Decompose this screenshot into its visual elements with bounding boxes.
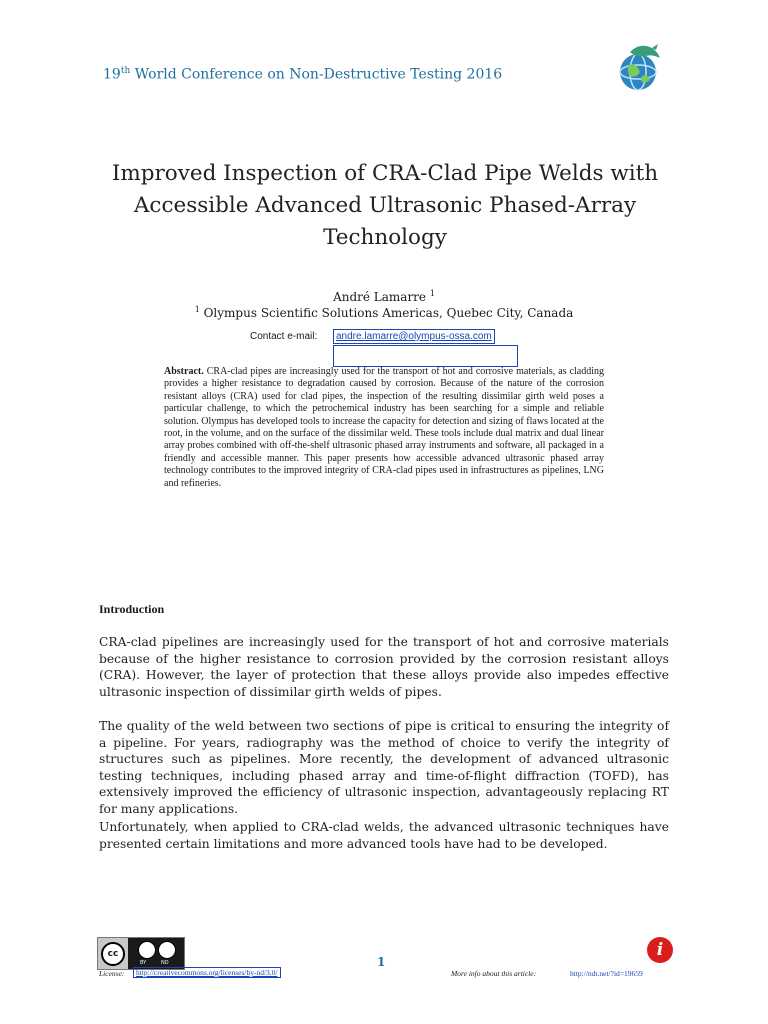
body-paragraph: CRA-clad pipelines are increasingly used for the transport of hot and corrosive materials because of the higher resistance to corrosion provided by the corrosion resistant alloys (CRA). However, the layer of protection that these alloys provide also impedes effective ultrasonic inspection of dissimilar girth welds of pipes.	[99, 635, 669, 699]
affiliation-line	[0, 305, 768, 320]
paper-title	[80, 158, 690, 254]
conference-header	[103, 66, 502, 83]
cc-icon: cc	[101, 942, 125, 966]
conference-name: World Conference on Non-Destructive Testing 2016	[130, 66, 503, 83]
abstract-label: Abstract.	[164, 366, 204, 377]
cc-nd-label: ND	[161, 960, 169, 966]
body-paragraph: The quality of the weld between two sections of pipe is critical to ensuring the integrity of a pipeline. For years, radiography was the method of choice to verify the integrity of structures such as pipelines. More recently, the development of advanced ultrasonic testing techniques, including phased array and time-of-flight diffraction (TOFD), has extensively improved the efficiency of ultrasonic inspection, advantageously replacing RT for many applications.	[99, 719, 669, 816]
conference-ordinal: 19	[103, 66, 121, 83]
more-info-label: More info about this article:	[451, 969, 537, 978]
license-link[interactable]: http://creativecommons.org/licenses/by-nd/3.0/	[133, 967, 281, 978]
author-line	[0, 289, 768, 304]
body-paragraph: Unfortunately, when applied to CRA-clad welds, the advanced ultrasonic techniques have presented certain limitations and more advanced tools have had to be developed.	[99, 820, 669, 851]
paper-title-line: Improved Inspection of CRA-Clad Pipe Welds with	[111, 161, 659, 186]
conference-ordinal-suffix: th	[120, 66, 131, 76]
contact-label: Contact e-mail:	[250, 331, 318, 342]
page-number: 1	[377, 955, 386, 969]
contact-email-link[interactable]: andre.lamarre@olympus-ossa.com	[333, 329, 495, 344]
affiliation-name: Olympus Scientific Solutions Americas, Quebec City, Canada	[199, 306, 574, 320]
cc-by-label: BY	[140, 960, 147, 966]
link-annotation-box	[333, 345, 518, 367]
info-icon[interactable]: i	[647, 937, 673, 963]
attribution-icon	[138, 941, 156, 959]
author-name: André Lamarre	[333, 290, 430, 304]
affiliation-mark: 1	[194, 305, 200, 314]
abstract	[164, 366, 604, 490]
globe-logo-icon	[610, 40, 666, 96]
paper-title-line: Accessible Advanced Ultrasonic Phased-Array	[133, 193, 637, 218]
section-heading-introduction: Introduction	[99, 602, 165, 616]
author-affiliation-mark: 1	[429, 289, 435, 298]
no-derivatives-icon	[158, 941, 176, 959]
license-label: License:	[99, 969, 125, 978]
more-info-link[interactable]: http://ndt.net/?id=19659	[570, 969, 643, 978]
creative-commons-badge-icon[interactable]	[97, 937, 185, 970]
abstract-text: CRA-clad pipes are increasingly used for the transport of hot and corrosive materials, as cladding provides a higher resistance to degradation caused by corrosion. Because of the nature of the corrosion resistant alloys (CRA) used for clad pipes, the inspection of the resulting dissimilar girth weld poses a particular challenge, to which the petrochemical industry has been searching for a simple and reliable solution. Olympus has developed tools to increase the capacity for detection and sizing of flaws located at the root, in the volume, and on the surface of the dissimilar weld. These tools include dual matrix and dual linear array probes combined with off-the-shelf ultrasonic phased array instruments and software, all packaged in a friendly and accessible manner. This paper presents how accessible advanced ultrasonic phased array technology contributes to the improved integrity of CRA-clad pipes used in infrastructures as pipelines, LNG and refineries.	[164, 366, 604, 489]
paper-title-line: Technology	[323, 225, 447, 250]
